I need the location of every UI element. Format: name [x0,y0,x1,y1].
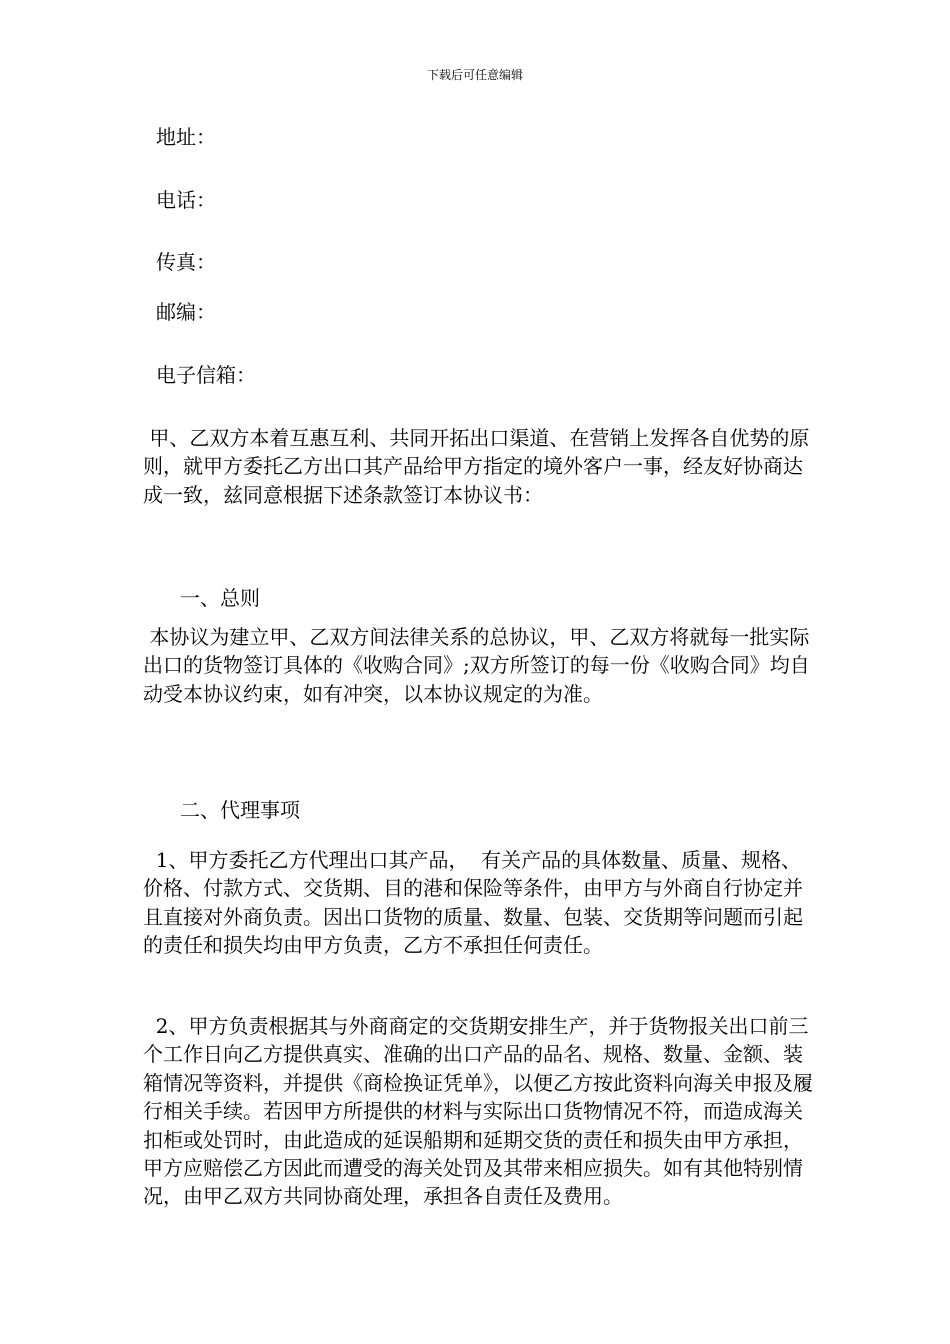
section-2-heading: 二、代理事项 [180,798,300,822]
section-2-item-2: 2、甲方负责根据其与外商商定的交货期安排生产，并于货物报关出口前三个工作日向乙方提供真实、准确的出口产品的品名、规格、数量、金额、装箱情况等资料，并提供《商检换证凭单》，以便乙方按此资料向海关申报及履行相关手续。若因甲方所提供的材料与实际出口货物情况不符，而造成海关扣柜或处罚时，由此造成的延误船期和延期交货的责任和损失由甲方承担，甲方应赔偿乙方因此而遭受的海关处罚及其带来相应损失。如有其他特别情况，由甲乙双方共同协商处理，承担各自责任及费用。 [143,1014,813,1209]
page-header: 下载后可任意编辑 [426,68,523,82]
postcode-label: 邮编： [156,300,216,324]
fax-label: 传真： [156,250,216,274]
address-label: 地址： [156,125,216,149]
section-1-heading: 一、总则 [180,586,260,610]
section-2-item-1: 1、甲方委托乙方代理出口其产品， 有关产品的具体数量、质量、规格、价格、付款方式、交货期、目的港和保险等条件，由甲方与外商自行协定并且直接对外商负责。因出口货物的质量、数量、包装、交货期等问题而引起的责任和损失均由甲方负责，乙方不承担任何责任。 [143,848,803,958]
email-label: 电子信箱： [156,363,256,387]
intro-paragraph: 甲、乙双方本着互惠互利、共同开拓出口渠道、在营销上发挥各自优势的原则，就甲方委托乙方出口其产品给甲方指定的境外客户一事，经友好协商达成一致，兹同意根据下述条款签订本协议书： [143,426,810,507]
section-1-paragraph: 本协议为建立甲、乙双方间法律关系的总协议，甲、乙双方将就每一批实际出口的货物签订具体的《收购合同》;双方所签订的每一份《收购合同》均自动受本协议约束，如有冲突，以本协议规定的为准。 [143,625,810,706]
phone-label: 电话： [156,188,216,212]
